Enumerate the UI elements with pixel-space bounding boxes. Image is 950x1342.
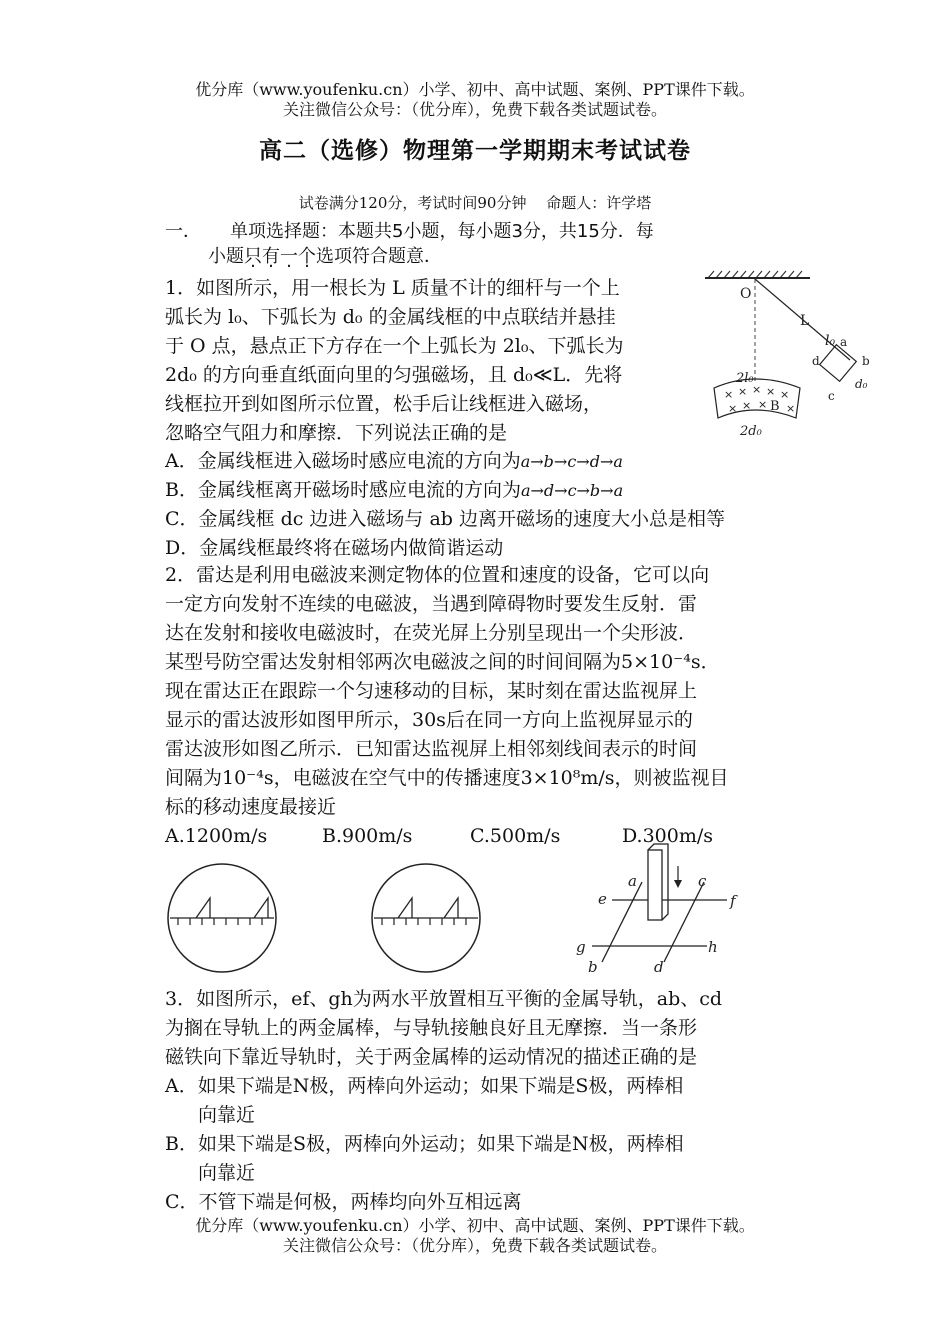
q2-line: 达在发射和接收电磁波时，在荧光屏上分别呈现出一个尖形波． bbox=[165, 622, 698, 644]
q1-pendulum-figure bbox=[700, 270, 880, 440]
header-line-1: 优分库（www.youfenku.cn）小学、初中、高中试题、案例、PPT课件下载。 bbox=[195, 80, 755, 99]
q1-line: 于 O 点，悬点正下方存在一个上弧长为 2l₀、下弧长为 bbox=[165, 335, 624, 357]
svg-text:×: × bbox=[766, 385, 776, 398]
q2-option-a: A.1200m/s bbox=[165, 825, 268, 847]
q3-option-b: B．如果下端是S极，两棒向外运动；如果下端是N极，两棒相 bbox=[165, 1133, 684, 1155]
q1-option-a-path: a→b→c→d→a bbox=[520, 452, 623, 471]
svg-text:×: × bbox=[742, 399, 752, 412]
label-l0: l₀ bbox=[825, 333, 836, 349]
q2-line: 一定方向发射不连续的电磁波，当遇到障碍物时要发生反射．雷 bbox=[165, 593, 698, 615]
label-a: a bbox=[840, 335, 848, 349]
label-bottom-arc: 2d₀ bbox=[740, 424, 762, 439]
arrow-head bbox=[674, 880, 682, 888]
q2-option-b: B.900m/s bbox=[322, 825, 413, 847]
q2-line: 某型号防空雷达发射相邻两次电磁波之间的时间间隔为5×10⁻⁴s． bbox=[165, 651, 720, 673]
q1-option-b-text: B．金属线框离开磁场时感应电流的方向为 bbox=[165, 479, 521, 501]
svg-text:×: × bbox=[758, 398, 768, 411]
q3-line: 3．如图所示，ef、gh为两水平放置相互平衡的金属导轨，ab、cd bbox=[165, 988, 723, 1010]
emphasis-text: 只有一个 bbox=[244, 246, 316, 267]
label-f: f bbox=[730, 892, 736, 910]
label-a: a bbox=[628, 872, 637, 890]
q1-option-b-path: a→d→c→b→a bbox=[520, 481, 624, 500]
rod-cd bbox=[664, 882, 704, 962]
q3-line: 为搁在导轨上的两金属棒，与导轨接触良好且无摩擦．当一条形 bbox=[165, 1017, 698, 1039]
q1-option-b bbox=[165, 476, 623, 505]
radar-pulse-emit bbox=[398, 898, 412, 918]
q3-option-a: A．如果下端是N极，两棒向外运动；如果下端是S极，两棒相 bbox=[165, 1075, 684, 1097]
label-g: g bbox=[576, 938, 586, 956]
q2-line: 标的移动速度最接近 bbox=[165, 796, 337, 818]
label-o: O bbox=[740, 286, 752, 302]
section-number: 一． bbox=[165, 221, 201, 242]
q1-line: 1．如图所示，用一根长为 L 质量不计的细杆与一个上 bbox=[165, 277, 620, 299]
radar-screen-b bbox=[370, 862, 482, 974]
radar-ticks bbox=[382, 918, 466, 925]
q1-line: 2d₀ 的方向垂直纸面向里的匀强磁场，且 d₀≪L．先将 bbox=[165, 364, 623, 386]
magnet-front bbox=[648, 850, 662, 920]
field-crosses bbox=[724, 383, 795, 415]
svg-text:×: × bbox=[724, 388, 734, 401]
label-l: L bbox=[800, 313, 810, 329]
q1-line: 弧长为 l₀、下弧长为 d₀ 的金属线框的中点联结并悬挂 bbox=[165, 306, 616, 328]
label-c: c bbox=[828, 389, 835, 403]
q1-line: 忽略空气阻力和摩擦．下列说法正确的是 bbox=[165, 422, 508, 444]
q2-option-c: C.500m/s bbox=[470, 825, 561, 847]
label-d: d bbox=[654, 958, 664, 976]
label-b: b bbox=[588, 958, 598, 976]
svg-text:×: × bbox=[738, 385, 748, 398]
q1-line: 线框拉开到如图所示位置，松手后让线框进入磁场， bbox=[165, 393, 603, 415]
q3-rails-figure bbox=[572, 842, 752, 980]
label-h: h bbox=[708, 938, 718, 956]
label-b-field: B bbox=[770, 399, 780, 414]
header-line-2: 关注微信公众号：（优分库），免费下载各类试题试卷。 bbox=[282, 100, 667, 119]
label-d: d bbox=[812, 354, 820, 368]
label-c: c bbox=[698, 872, 707, 890]
q2-line: 间隔为10⁻⁴s，电磁波在空气中的传播速度3×10⁸m/s，则被监视目 bbox=[165, 767, 729, 789]
q1-option-d: D．金属线框最终将在磁场内做简谐运动 bbox=[165, 537, 504, 559]
radar-ticks bbox=[178, 918, 262, 925]
radar-pulse-echo bbox=[444, 898, 458, 918]
section-heading-line-1: 单项选择题：本题共5小题，每小题3分，共15分．每 bbox=[230, 221, 654, 242]
q2-line: 雷达波形如图乙所示．已知雷达监视屏上相邻刻线间表示的时间 bbox=[165, 738, 698, 760]
q3-option-c: C．不管下端是何极，两棒均向外互相远离 bbox=[165, 1191, 522, 1213]
rod-ab bbox=[602, 882, 642, 962]
q1-option-a-text: A．金属线框进入磁场时感应电流的方向为 bbox=[165, 450, 521, 472]
q2-option-d: D.300m/s bbox=[622, 825, 714, 847]
radar-pulse-echo bbox=[254, 898, 268, 918]
label-d0: d₀ bbox=[855, 377, 868, 391]
exam-meta: 试卷满分120分，考试时间90分钟 命题人：许学塔 bbox=[298, 194, 652, 212]
ceiling-hatching bbox=[708, 271, 802, 278]
q3-line: 磁铁向下靠近导轨时，关于两金属棒的运动情况的描述正确的是 bbox=[165, 1046, 698, 1068]
label-top-arc: 2l₀ bbox=[736, 371, 754, 386]
radar-screen-a bbox=[166, 862, 278, 974]
exam-title: 高二（选修）物理第一学期期末考试试卷 bbox=[259, 137, 691, 164]
label-b: b bbox=[862, 354, 870, 368]
q1-option-c: C．金属线框 dc 边进入磁场与 ab 边离开磁场的速度大小总是相等 bbox=[165, 508, 725, 530]
q2-line: 现在雷达正在跟踪一个匀速移动的目标，某时刻在雷达监视屏上 bbox=[165, 680, 698, 702]
footer-line-1: 优分库（www.youfenku.cn）小学、初中、高中试题、案例、PPT课件下载。 bbox=[195, 1216, 755, 1235]
svg-text:×: × bbox=[752, 383, 762, 396]
section-heading-text: 小题 bbox=[208, 246, 244, 267]
q3-option-b-cont: 向靠近 bbox=[198, 1162, 256, 1184]
q3-option-a-cont: 向靠近 bbox=[198, 1104, 256, 1126]
q1-option-a bbox=[165, 447, 623, 476]
svg-text:×: × bbox=[728, 402, 738, 415]
footer-line-2: 关注微信公众号：（优分库），免费下载各类试题试卷。 bbox=[282, 1236, 667, 1255]
section-heading-text-end: 选项符合题意． bbox=[316, 246, 442, 267]
section-heading-line-2 bbox=[208, 243, 442, 271]
radar-pulse-emit bbox=[196, 898, 210, 918]
label-e: e bbox=[598, 890, 607, 908]
svg-text:×: × bbox=[786, 402, 796, 415]
q2-line: 显示的雷达波形如图甲所示，30s后在同一方向上监视屏显示的 bbox=[165, 709, 693, 731]
svg-text:×: × bbox=[780, 388, 790, 401]
q2-line: 2．雷达是利用电磁波来测定物体的位置和速度的设备，它可以向 bbox=[165, 564, 710, 586]
